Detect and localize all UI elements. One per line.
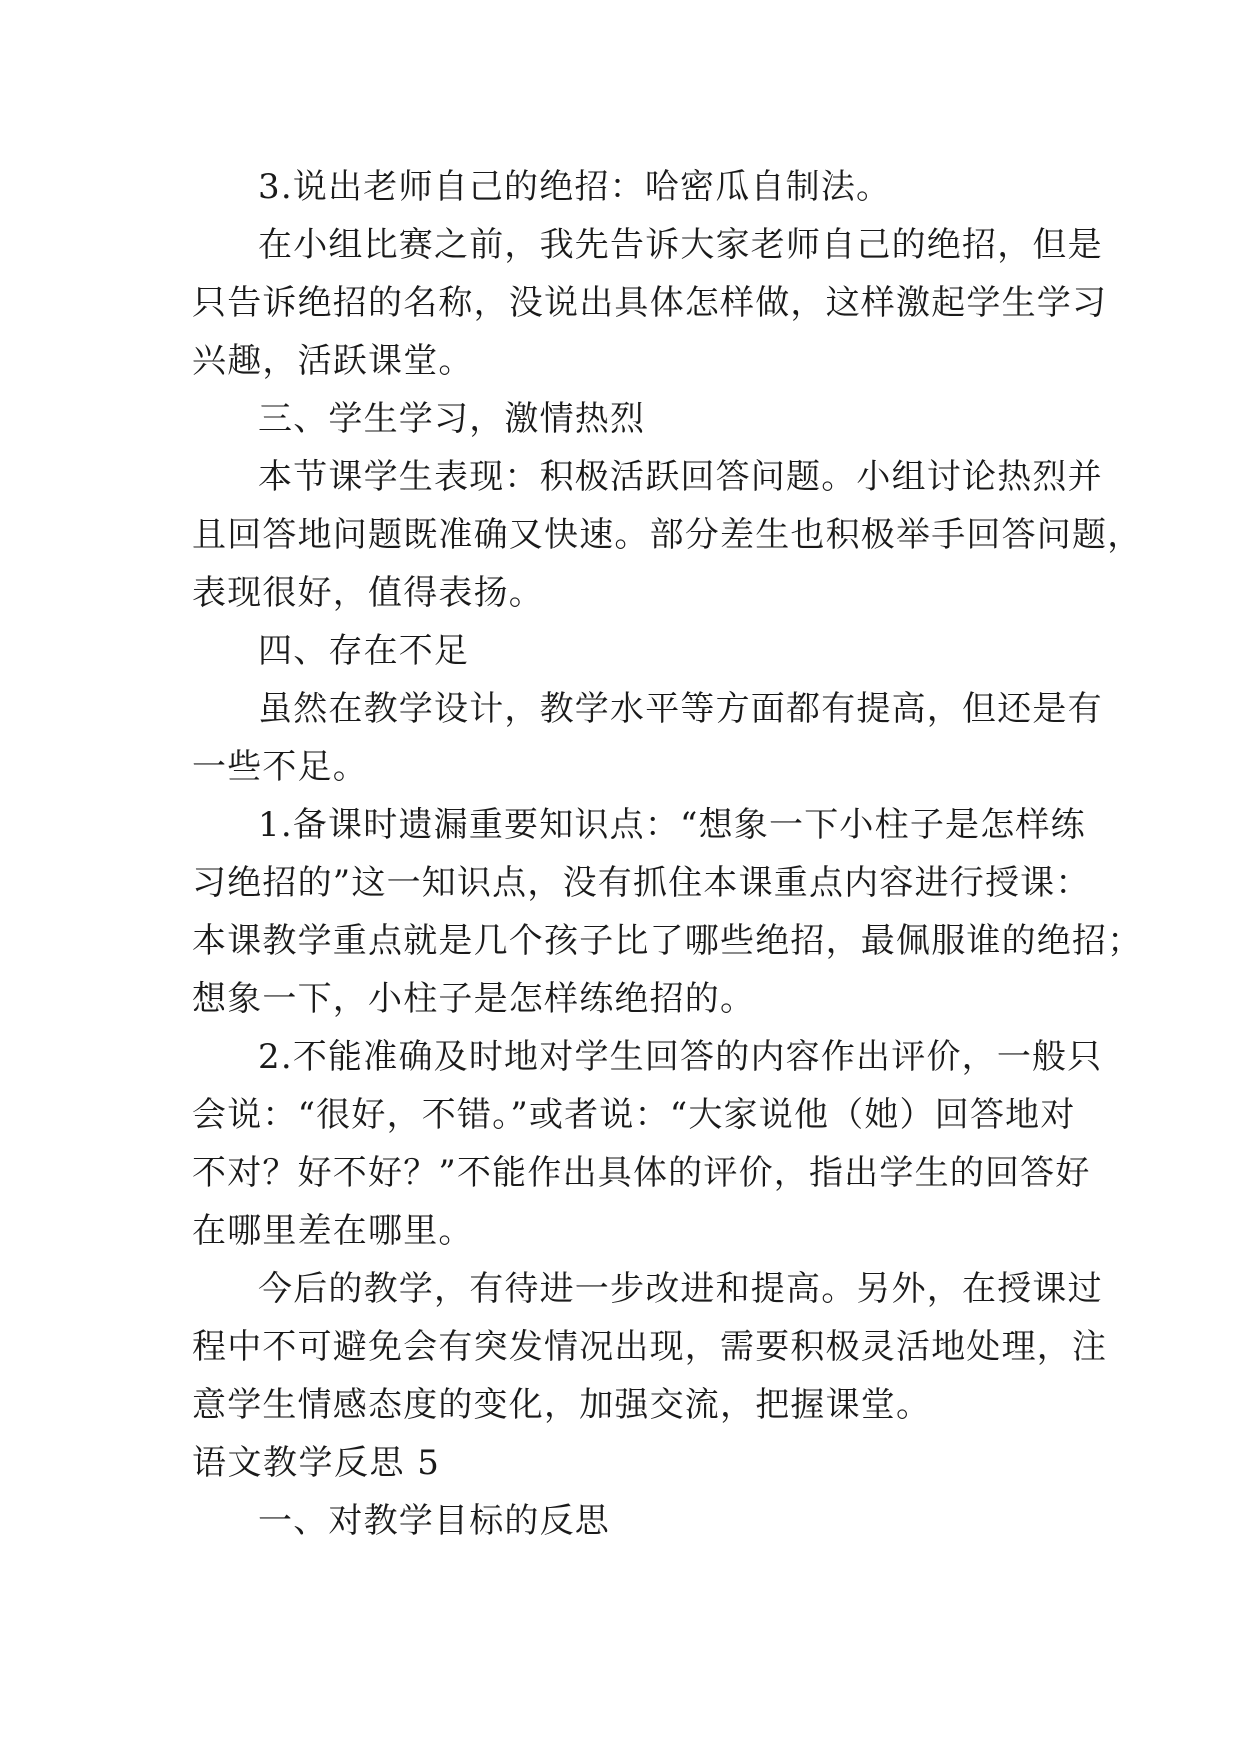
paragraph-line: 2.不能准确及时地对学生回答的内容作出评价，一般只: [258, 1037, 1103, 1077]
paragraph-line: 且回答地问题既准确又快速。部分差生也积极举手回答问题，: [192, 515, 1143, 555]
paragraph-line: 一些不足。: [192, 747, 368, 787]
paragraph-line: 只告诉绝招的名称，没说出具体怎样做，这样激起学生学习: [192, 283, 1108, 323]
paragraph-line: 兴趣，活跃课堂。: [192, 341, 474, 381]
paragraph-line: 意学生情感态度的变化，加强交流，把握课堂。: [192, 1385, 932, 1425]
section-heading: 四、存在不足: [258, 631, 470, 671]
section-heading: 一、对教学目标的反思: [258, 1501, 610, 1541]
paragraph-line: 程中不可避免会有突发情况出现，需要积极灵活地处理，注: [192, 1327, 1108, 1367]
paragraph-line: 今后的教学，有待进一步改进和提高。另外，在授课过: [258, 1269, 1103, 1309]
paragraph-line: 会说：“很好，不错。”或者说：“大家说他（她）回答地对: [192, 1095, 1076, 1135]
article-title: 语文教学反思 5: [192, 1443, 441, 1483]
paragraph-line: 想象一下，小柱子是怎样练绝招的。: [192, 979, 756, 1019]
paragraph-line: 不对？好不好？”不能作出具体的评价，指出学生的回答好: [192, 1153, 1091, 1193]
paragraph-line: 习绝招的”这一知识点，没有抓住本课重点内容进行授课：: [192, 863, 1091, 903]
paragraph-line: 本节课学生表现：积极活跃回答问题。小组讨论热烈并: [258, 457, 1103, 497]
paragraph-line: 本课教学重点就是几个孩子比了哪些绝招，最佩服谁的绝招；: [192, 921, 1143, 961]
paragraph-line: 在哪里差在哪里。: [192, 1211, 474, 1251]
paragraph-line: 3.说出老师自己的绝招：哈密瓜自制法。: [258, 167, 892, 207]
paragraph-line: 1.备课时遗漏重要知识点：“想象一下小柱子是怎样练: [258, 805, 1086, 845]
paragraph-line: 虽然在教学设计，教学水平等方面都有提高，但还是有: [258, 689, 1103, 729]
paragraph-line: 表现很好，值得表扬。: [192, 573, 544, 613]
section-heading: 三、学生学习，激情热烈: [258, 399, 646, 439]
paragraph-line: 在小组比赛之前，我先告诉大家老师自己的绝招，但是: [258, 225, 1103, 265]
